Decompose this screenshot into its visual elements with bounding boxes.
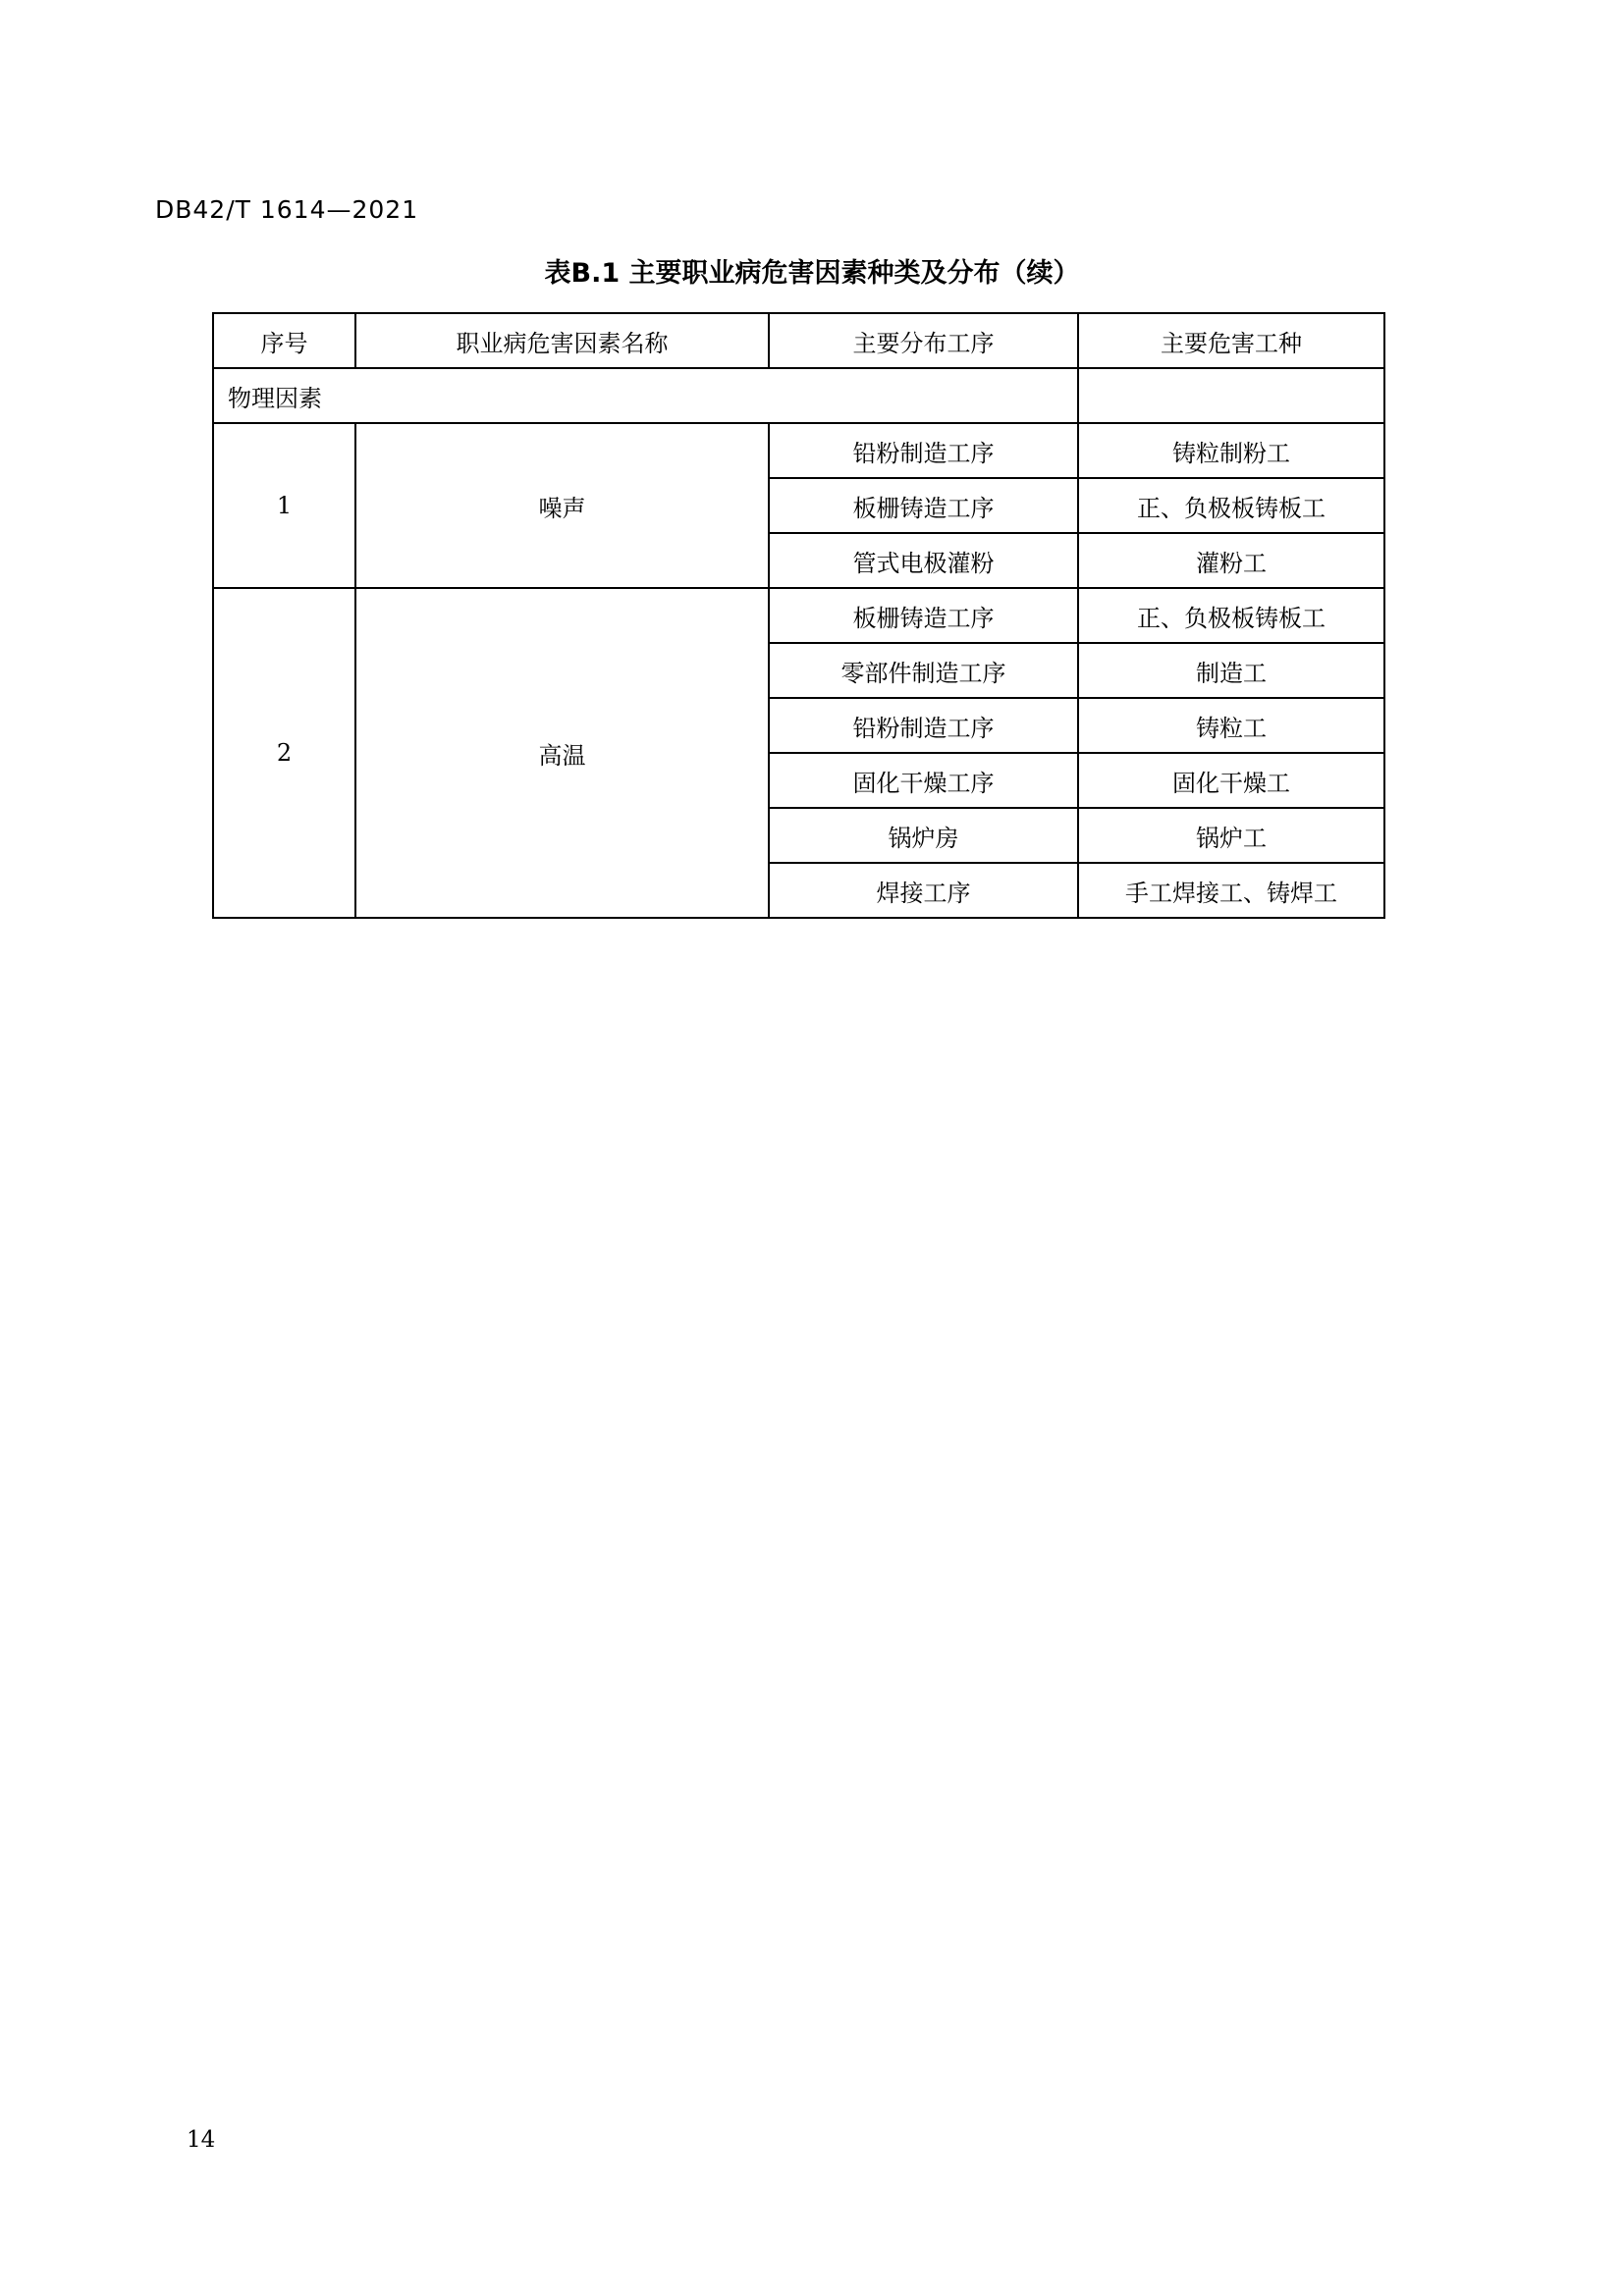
process-cell: 零部件制造工序: [769, 643, 1078, 698]
job-cell: 手工焊接工、铸焊工: [1078, 863, 1384, 918]
process-cell: 管式电极灌粉: [769, 533, 1078, 588]
hazard-distribution-table: [212, 312, 1385, 919]
table-title: 表B.1 主要职业病危害因素种类及分布（续）: [544, 258, 1080, 289]
column-header-process: 主要分布工序: [769, 313, 1078, 368]
section-row: [213, 368, 1384, 423]
job-cell: 锅炉工: [1078, 808, 1384, 863]
process-cell: 铅粉制造工序: [769, 423, 1078, 478]
job-cell: 正、负极板铸板工: [1078, 588, 1384, 643]
process-cell: 焊接工序: [769, 863, 1078, 918]
section-label: 物理因素: [213, 368, 1078, 423]
process-cell: 固化干燥工序: [769, 753, 1078, 808]
hazard-factor-name: 噪声: [355, 423, 769, 588]
job-cell: 正、负极板铸板工: [1078, 478, 1384, 533]
row-number: 1: [213, 423, 355, 588]
section-empty-cell: [1078, 368, 1384, 423]
job-cell: 固化干燥工: [1078, 753, 1384, 808]
table-row: [213, 423, 1384, 478]
table-row: [213, 588, 1384, 643]
column-header-factor: 职业病危害因素名称: [355, 313, 769, 368]
column-header-no: 序号: [213, 313, 355, 368]
process-cell: 铅粉制造工序: [769, 698, 1078, 753]
process-cell: 板栅铸造工序: [769, 478, 1078, 533]
document-code: DB42/T 1614—2021: [155, 195, 419, 224]
table-header-row: [213, 313, 1384, 368]
job-cell: 铸粒工: [1078, 698, 1384, 753]
row-number: 2: [213, 588, 355, 918]
job-cell: 灌粉工: [1078, 533, 1384, 588]
process-cell: 锅炉房: [769, 808, 1078, 863]
job-cell: 铸粒制粉工: [1078, 423, 1384, 478]
process-cell: 板栅铸造工序: [769, 588, 1078, 643]
job-cell: 制造工: [1078, 643, 1384, 698]
hazard-factor-name: 高温: [355, 588, 769, 918]
page-number: 14: [187, 2127, 216, 2153]
column-header-job: 主要危害工种: [1078, 313, 1384, 368]
